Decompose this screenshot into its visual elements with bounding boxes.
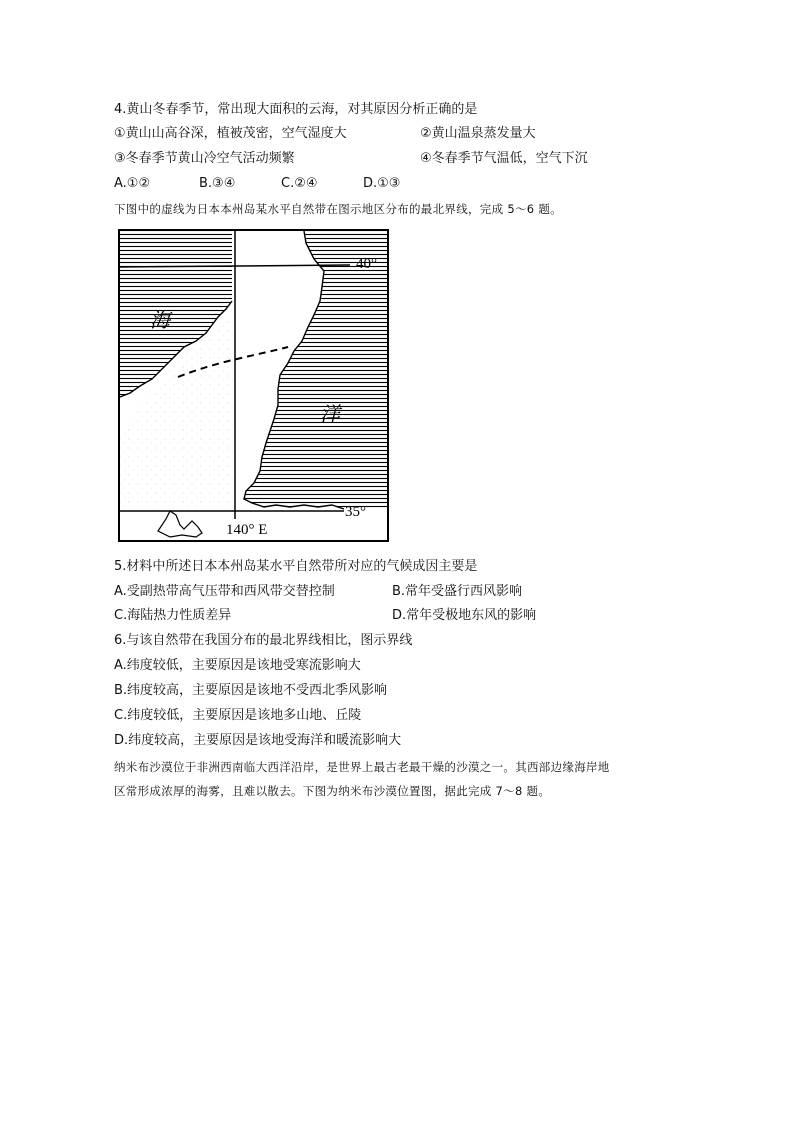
intro-q7-q8-line1: 纳米布沙漠位于非洲西南临大西洋沿岸，是世界上最古老最干燥的沙漠之一。其西部边缘海岸地 xyxy=(114,760,610,774)
q4-choice-d: D.①③ xyxy=(363,176,401,191)
sea-east xyxy=(244,231,387,509)
label-lon-140: 140° E xyxy=(226,522,268,538)
q4-option-2: ②黄山温泉蒸发量大 xyxy=(420,126,536,141)
label-lat-35: 35° xyxy=(345,504,366,520)
q6-stem: 6.与该自然带在我国分布的最北界线相比，图示界线 xyxy=(114,633,413,648)
q4-stem: 4.黄山冬春季节，常出现大面积的云海，对其原因分析正确的是 xyxy=(114,102,478,117)
q4-option-3: ③冬春季节黄山冷空气活动频繁 xyxy=(114,151,295,166)
label-lat-40: 40° xyxy=(356,256,377,272)
q4-choice-a: A.①② xyxy=(114,176,151,191)
q6-option-c: C.纬度较低，主要原因是该地多山地、丘陵 xyxy=(114,708,362,723)
q5-option-d: D.常年受极地东风的影响 xyxy=(392,608,537,623)
intro-q7-q8-line2: 区常形成浓厚的海雾，且难以散去。下图为纳米布沙漠位置图，据此完成 7～8 题。 xyxy=(114,784,551,798)
honshu-map xyxy=(118,229,389,542)
q5-stem: 5.材料中所述日本本州岛某水平自然带所对应的气候成因主要是 xyxy=(114,559,478,574)
q5-option-b: B.常年受盛行西风影响 xyxy=(392,584,523,599)
q6-option-d: D.纬度较高，主要原因是该地受海洋和暖流影响大 xyxy=(114,733,402,748)
q4-choice-b: B.③④ xyxy=(199,176,236,191)
label-sea: 海 xyxy=(150,310,170,332)
q4-choice-c: C.②④ xyxy=(281,176,318,191)
q6-option-a: A.纬度较低，主要原因是该地受寒流影响大 xyxy=(114,658,361,673)
q4-option-1: ①黄山山高谷深，植被茂密，空气湿度大 xyxy=(114,126,347,141)
label-ocean: 洋 xyxy=(320,404,340,426)
peninsula-bottom xyxy=(158,511,202,537)
q5-option-a: A.受副热带高气压带和西风带交替控制 xyxy=(114,584,335,599)
intro-q5-q6: 下图中的虚线为日本本州岛某水平自然带在图示地区分布的最北界线，完成 5～6 题。 xyxy=(114,202,562,216)
q6-option-b: B.纬度较高，主要原因是该地不受西北季风影响 xyxy=(114,683,388,698)
q4-option-4: ④冬春季节气温低，空气下沉 xyxy=(420,151,588,166)
q5-option-c: C.海陆热力性质差异 xyxy=(114,608,232,623)
